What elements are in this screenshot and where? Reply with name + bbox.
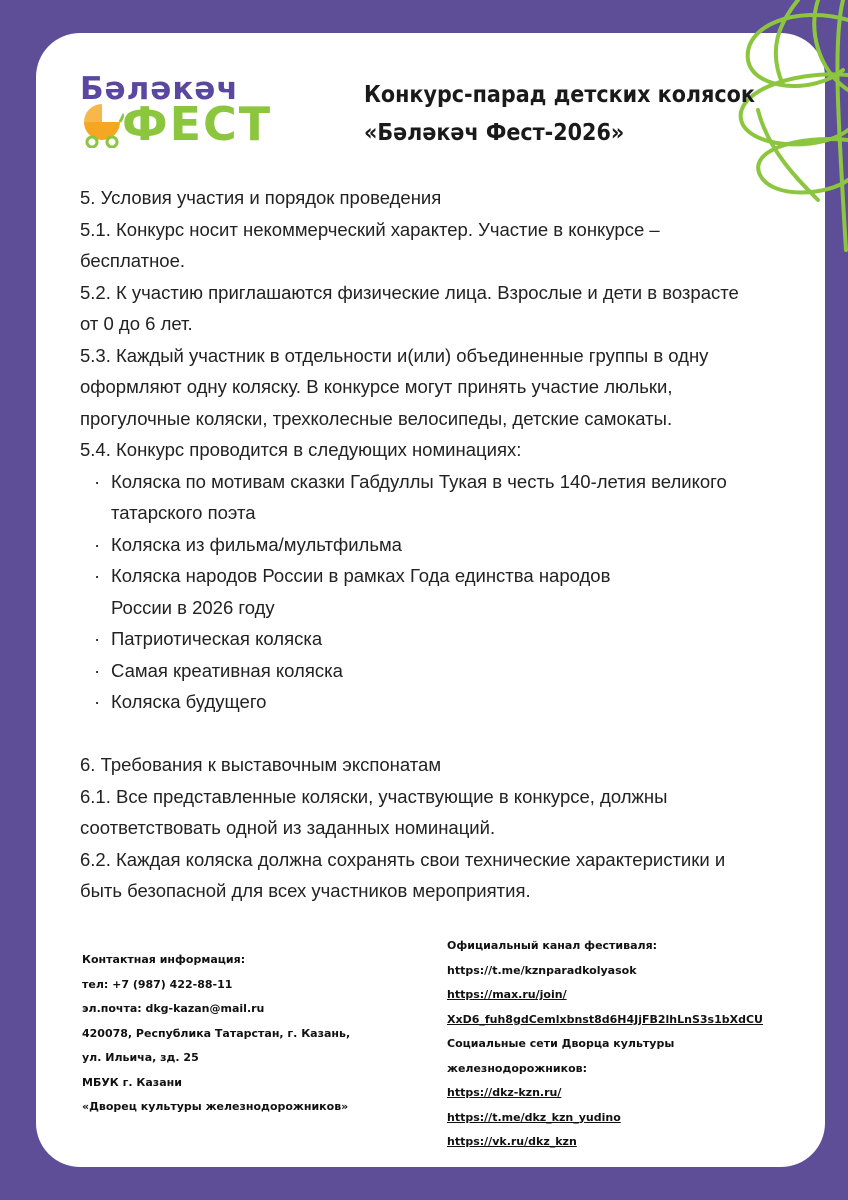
pram-icon [80, 102, 124, 148]
contact-heading: Контактная информация: [82, 953, 246, 966]
section-5-heading: 5. Условия участия и порядок проведения [80, 187, 442, 208]
list-item: · Коляска из фильма/мультфильма [80, 529, 760, 561]
channel-max-link-line-1[interactable]: https://max.ru/join/ [447, 988, 567, 1001]
social-site-link[interactable]: https://dkz-kzn.ru/ [447, 1086, 562, 1099]
logo-text-bottom: ФЕСТ [122, 97, 273, 151]
social-telegram-link[interactable]: https://t.me/dkz_kzn_yudino [447, 1110, 621, 1124]
main-text [80, 182, 760, 907]
section-6-heading: 6. Требования к выставочным экспонатам [80, 754, 442, 775]
festival-logo [80, 71, 340, 151]
title-line-2: «Бәләкәч Фест-2026» [364, 120, 625, 146]
social-heading-line-1: Социальные сети Дворца культуры [447, 1037, 675, 1050]
title-line-1: Конкурс-парад детских колясок [364, 82, 755, 108]
page-title [364, 76, 755, 152]
contact-email: эл.почта: dkg-kazan@mail.ru [82, 1002, 265, 1015]
contact-org-line-2: «Дворец культуры железнодорожников» [82, 1100, 349, 1113]
contact-phone: тел: +7 (987) 422-88-11 [82, 977, 233, 991]
list-item: · Коляска по мотивам сказки Габдуллы Тукая в честь 140-летия великого татарского поэта [80, 466, 760, 529]
paragraph-5-2: 5.2. К участию приглашаются физические лица. Взрослые и дети в возрасте от 0 до 6 лет. [80, 281, 739, 334]
channel-telegram-text: https://t.me/kznparadkolyasok [447, 963, 637, 977]
social-heading-line-2: железнодорожников: [447, 1061, 587, 1075]
list-item: · Коляска будущего [80, 686, 760, 718]
list-item: · Самая креативная коляска [80, 655, 760, 687]
paragraph-6-1: 6.1. Все представленные коляски, участвующие в конкурсе, должны соответствовать одной из заданных номинаций. [80, 785, 668, 838]
channel-heading: Официальный канал фестиваля: [447, 939, 658, 952]
paragraph-6-2: 6.2. Каждая коляска должна сохранять свои технические характеристики и быть безопасной для всех участников мероприятия. [80, 848, 726, 901]
contact-address-line-1: 420078, Республика Татарстан, г. Казань, [82, 1026, 351, 1040]
paragraph-5-1: 5.1. Конкурс носит некоммерческий характер. Участие в конкурсе – бесплатное. [80, 218, 660, 271]
paragraph-5-3: 5.3. Каждый участник в отдельности и(или) объединенные группы в одну оформляют одну коляску. В конкурсе могут принять участие люльки, прогулочные коляски, трехколесные велосипеды, детские самокаты. [80, 344, 709, 429]
contact-address-line-2: ул. Ильича, зд. 25 [82, 1051, 199, 1064]
nominations-list [80, 466, 760, 718]
section-spacer [80, 718, 760, 750]
list-item: · Коляска народов России в рамках Года единства народов России в 2026 году [80, 560, 760, 623]
logo-text-top: Бәләкәч [80, 71, 239, 107]
links-block [447, 934, 763, 1155]
paragraph-5-4: 5.4. Конкурс проводится в следующих номинациях: [80, 439, 522, 460]
channel-max-link-line-2[interactable]: XxD6_fuh8gdCemlxbnst8d6H4JjFB2lhLnS3s1bXdCU [447, 1012, 763, 1026]
contact-org-line-1: МБУК г. Казани [82, 1075, 182, 1089]
contact-info [82, 948, 350, 1120]
list-item: · Патриотическая коляска [80, 623, 760, 655]
social-vk-link[interactable]: https://vk.ru/dkz_kzn [447, 1135, 577, 1148]
